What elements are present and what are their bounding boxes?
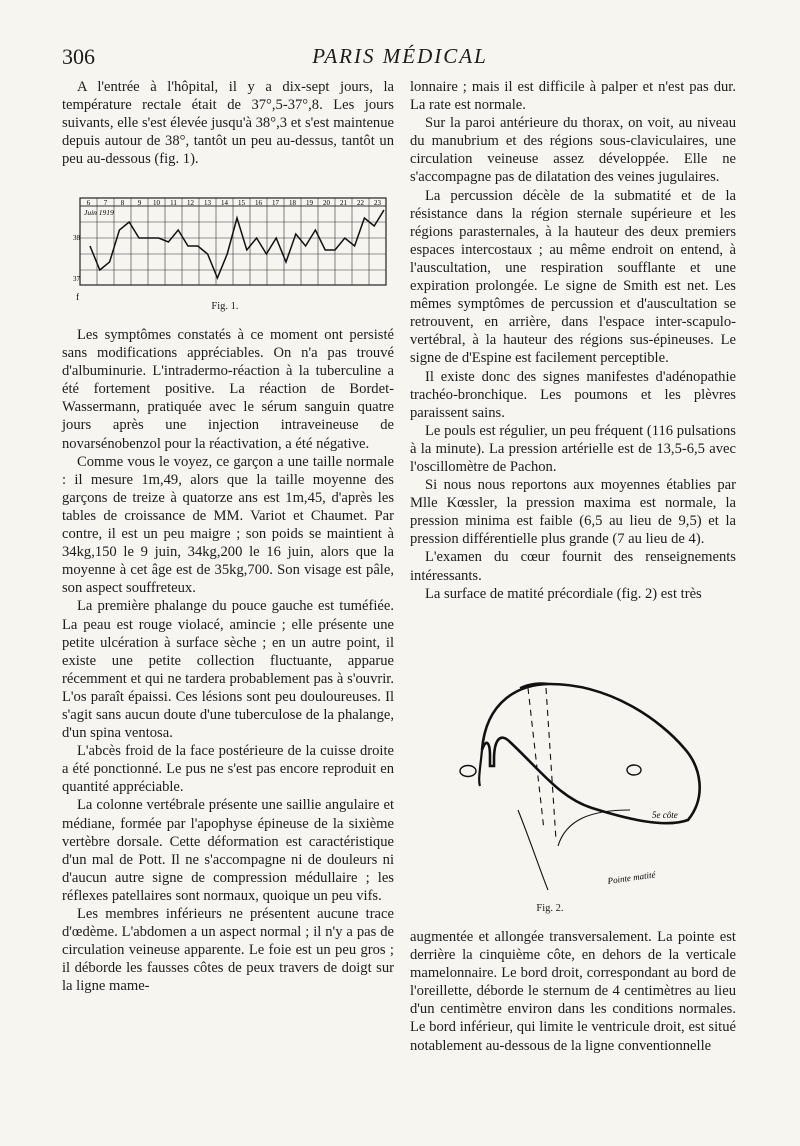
- figure-1-caption: Fig. 1.: [211, 301, 239, 312]
- day-label: 6: [86, 199, 91, 207]
- nipple-right: [627, 765, 641, 775]
- page-header: [0, 44, 800, 72]
- day-label: 22: [357, 199, 364, 207]
- day-label: 21: [340, 199, 347, 207]
- y-label-37: 37: [73, 275, 80, 283]
- temperature-chart: [74, 196, 394, 304]
- day-label: 18: [289, 199, 296, 207]
- col1-paragraph-1: A l'entrée à l'hôpital, il y a dix-sept jours, la température rectale était de 37°,5-37°,8. Les jours suivants, elle s'est élevée jusqu'à 38°,3 et s'est maintenue depuis autour de 38°, tantôt un peu au-dessus, tantôt un peu au-dessous (fig. 1).: [62, 79, 394, 168]
- day-label: 23: [374, 199, 381, 207]
- day-label: 10: [153, 199, 160, 207]
- col2-paragraph-7: L'examen du cœur fournit des renseignements intéressants.: [410, 549, 736, 584]
- col2-paragraph-2: Sur la paroi antérieure du thorax, on voit, au niveau du manubrium et des régions sous-claviculaires, une circulation veineuse assez développée. Elle ne s'accompagne pas de dilatation des veines jugulaires.: [410, 115, 736, 186]
- col1-block-top: [62, 78, 394, 168]
- col1-paragraph-3: Comme vous le voyez, ce garçon a une taille normale : il mesure 1m,49, alors que la taille moyenne des garçons de treize à quatorze ans est 1m,45, d'après les tables de croissance de MM. Variot et Chaumet. Par contre, il est un peu maigre ; son poids se maintient à 34kg,150 le 9 juin, 34kg,200 le 16 juin, alors que la moyenne à cet âge est de 35kg,700. Son visage est pâle, son aspect souffreteux.: [62, 453, 394, 597]
- col1-paragraph-6: La colonne vertébrale présente une saillie angulaire et médiane, formée par l'apophyse épineuse de la sixième vertèbre dorsale. Cette déformation est caractéristique d'un mal de Pott. Il ne s'accompagne ni de douleurs ni d'aucun autre signe de compression médullaire ; les réflexes patellaires sont normaux, quoique un peu vifs.: [62, 797, 394, 904]
- col2-paragraph-9: augmentée et allongée transversalement. La pointe est derrière la cinquième côte, en dehors de la verticale mamelonnaire. Le bord droit, correspondant au bord de l'oreillette, déborde le sternum de 4 centimètres au lieu d'un centimètre environ dans les conditions normales. Le bord inférieur, qui limite le ventricule droit, est situé notablement au-dessous de la ligne conventionnelle: [410, 929, 736, 1054]
- day-label: 9: [137, 199, 142, 207]
- day-label: 14: [221, 199, 228, 207]
- col2-paragraph-3: La percussion décèle de la submatité et de la résistance dans la région sternale supérieure et les régions parasternales, à la hauteur des deux premiers espaces intercostaux ; au même endroit on entend, à l'auscultation, une respiration soufflante et une expiration prolongée. Le signe de Smith est net. Les mêmes symptômes de percussion et d'auscultation se retrouvent, en arrière, dans l'espace inter-scapulo-vertébral, à la hauteur des régions sus-épineuses. Le signe de d'Espine est facilement perceptible.: [410, 187, 736, 367]
- col1-paragraph-2: Les symptômes constatés à ce moment ont persisté sans modifications appréciables. On n'a pas trouvé d'albuminurie. L'intradermo-réaction à la tuberculine a été fortement positive. La réaction de Bordet-Wassermann, pratiquée avec le sérum sanguin quatre jours après une injection intraveineuse de novarsénobenzol pour la réactivation, a été négative.: [62, 327, 394, 452]
- point-label: Pointe matité: [606, 869, 657, 886]
- temperature-series-line: [90, 210, 384, 278]
- day-label: 17: [272, 199, 279, 207]
- corner-mark: f: [76, 292, 79, 302]
- day-label: 16: [255, 199, 262, 207]
- page-number: 306: [62, 44, 95, 69]
- col2-paragraph-1: lonnaire ; mais il est difficile à palper et n'est pas dur. La rate est normale.: [410, 79, 736, 114]
- figure-2-caption: Fig. 2.: [536, 903, 564, 914]
- nipple-left: [460, 766, 476, 777]
- rib-label: 5e côte: [652, 810, 678, 820]
- col1-paragraph-4: La première phalange du pouce gauche est tuméfiée. La peau est rouge violacé, amincie ; elle présente une petite ulcération à surface sèche ; en un autre point, il existe une petite collection fluctuante, apparue récemment et qui ne tardera probablement pas à s'ouvrir. L'os paraît épaissi. Ces lésions sont peu douloureuses. Il s'agit sans aucun doute d'une tuberculose de la phalange, d'un spina ventosa.: [62, 598, 394, 742]
- day-label: 13: [204, 199, 211, 207]
- col1-paragraph-7: Les membres inférieurs ne présentent aucune trace d'œdème. L'abdomen a un aspect normal ; il n'y a pas de circulation veineuse apparente. Le foie est un peu gros ; il déborde les fausses côtes de peux travers de doigt sur la ligne mame-: [62, 906, 394, 995]
- day-label: 20: [323, 199, 330, 207]
- col2-block-top: [410, 78, 736, 603]
- heart-dullness-diagram: [440, 670, 740, 900]
- col1-paragraph-5: L'abcès froid de la face postérieure de la cuisse droite a été ponctionné. Le pus ne s'est pas encore reproduit en quantité appréciable.: [62, 743, 394, 796]
- col1-block-main: [62, 326, 394, 995]
- day-label: 19: [306, 199, 313, 207]
- col2-paragraph-5: Le pouls est régulier, un peu fréquent (116 pulsations à la minute). La pression artérielle est de 13,5-6,5 avec l'oscillomètre de Pachon.: [410, 422, 736, 475]
- col2-block-bottom: [410, 928, 736, 1055]
- journal-title: PARIS MÉDICAL: [312, 44, 488, 68]
- day-label: 15: [238, 199, 245, 207]
- heart-outline-left-edge: [479, 750, 482, 786]
- day-label: 7: [103, 199, 108, 207]
- col2-paragraph-8: La surface de matité précordiale (fig. 2) est très: [425, 585, 702, 602]
- day-label: 12: [187, 199, 194, 207]
- heart-outline: [482, 684, 700, 823]
- day-label: 11: [170, 199, 177, 207]
- month-label: Juin 1919: [84, 208, 114, 217]
- col2-paragraph-6: Si nous nous reportons aux moyennes établies par Mlle Kœssler, la pression maxima est normale, la pression minima est faible (6,5 au lieu de 9,5) et la pression différentielle plus grande (7 au lieu de 4).: [410, 477, 736, 548]
- sternal-line-left: [528, 688, 544, 830]
- day-label: 8: [120, 199, 125, 207]
- col2-paragraph-4: Il existe donc des signes manifestes d'adénopathie trachéo-bronchique. Les poumons et les plèvres paraissent sains.: [410, 368, 736, 421]
- y-label-38: 38: [73, 234, 80, 242]
- sternal-line-right: [546, 688, 556, 840]
